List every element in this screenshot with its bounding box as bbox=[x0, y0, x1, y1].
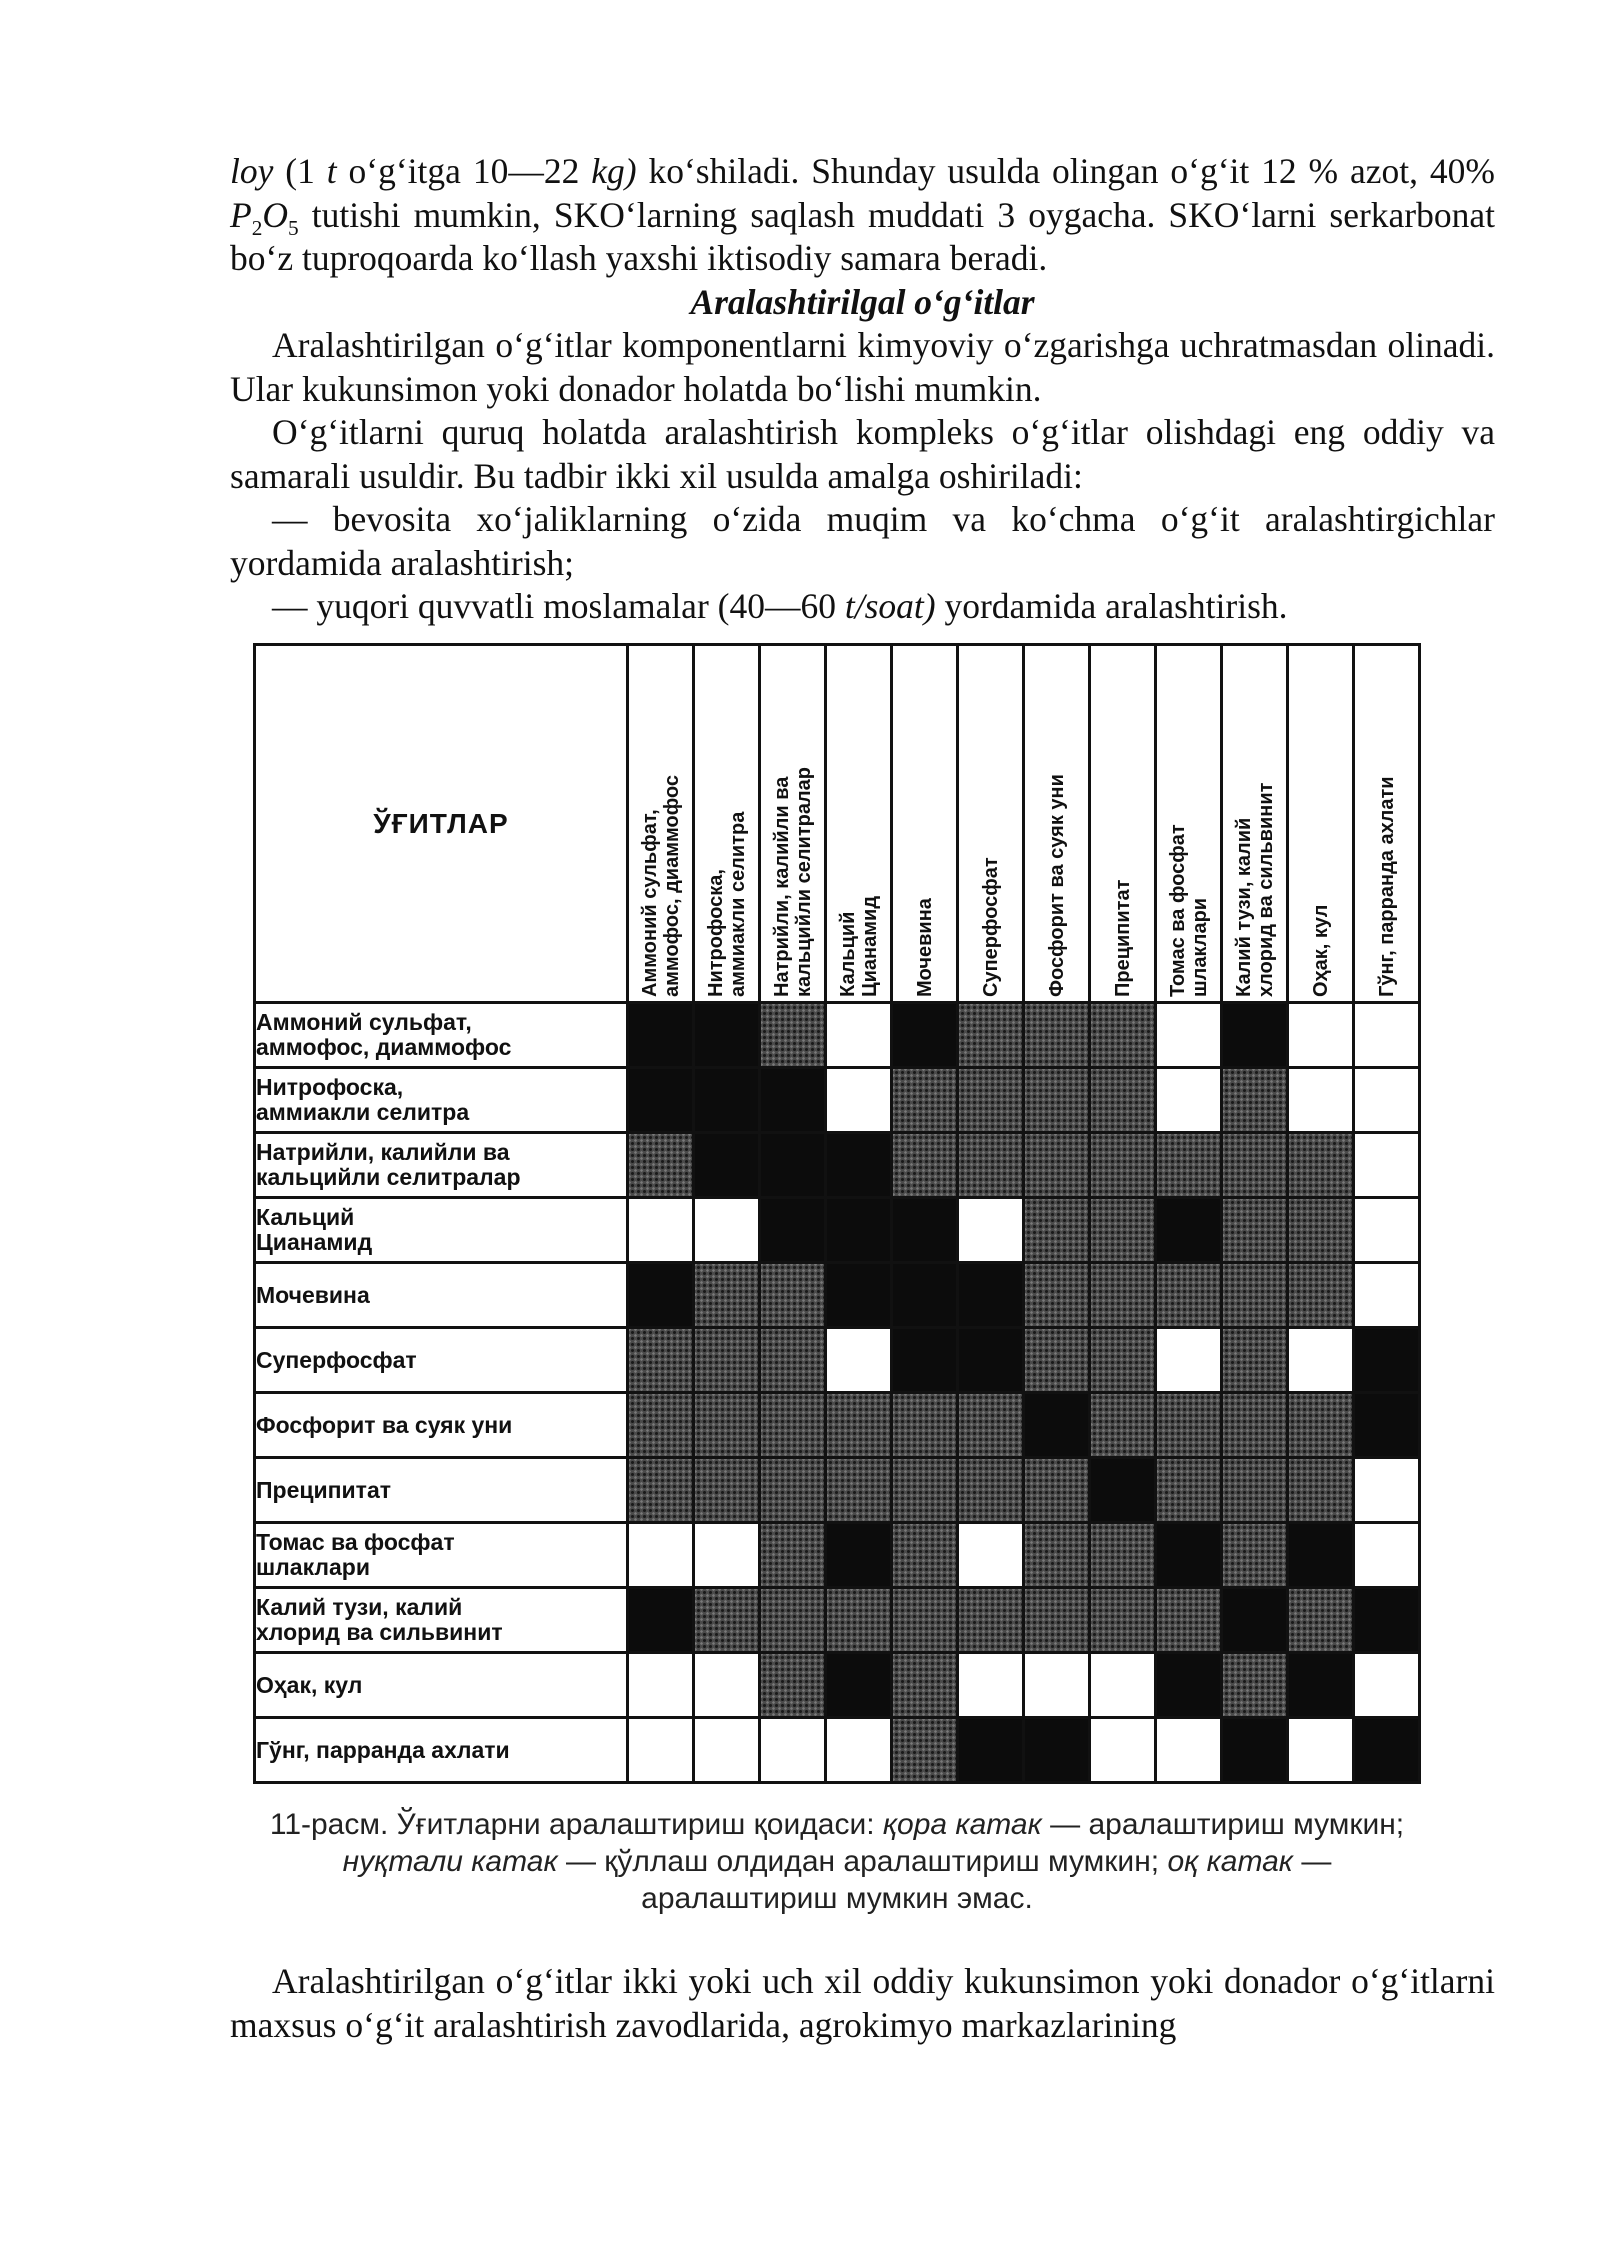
cell-white bbox=[826, 1328, 892, 1393]
cell-dotted bbox=[628, 1133, 694, 1198]
cell-black bbox=[1156, 1198, 1222, 1263]
cell-white bbox=[1090, 1718, 1156, 1783]
cell-white bbox=[694, 1523, 760, 1588]
cell-black bbox=[1222, 1003, 1288, 1068]
cell-white bbox=[826, 1068, 892, 1133]
cell-dotted bbox=[1222, 1393, 1288, 1458]
table-row bbox=[255, 1198, 1420, 1263]
p1-i: tutishi mumkin, SKO‘larning saqlash muddati 3 oygacha. SKO‘larni serkarbonat bo‘z tuproqoarda ko‘llash yaxshi iktisodiy samara beradi. bbox=[230, 194, 1495, 278]
cell-dotted bbox=[1222, 1068, 1288, 1133]
cell-dotted bbox=[1222, 1523, 1288, 1588]
caption-part: қора катак bbox=[882, 1808, 1042, 1841]
p1-g-sub: 2 bbox=[251, 215, 263, 240]
cell-white bbox=[760, 1718, 826, 1783]
column-header bbox=[958, 645, 1024, 1003]
cell-black bbox=[628, 1003, 694, 1068]
row-label: Гўнг, парранда ахлати bbox=[255, 1718, 628, 1783]
caption-part: — аралаштириш мумкин эмас. bbox=[641, 1845, 1332, 1915]
cell-dotted bbox=[760, 1393, 826, 1458]
cell-black bbox=[1288, 1653, 1354, 1718]
table-row bbox=[255, 1068, 1420, 1133]
row-label: Фосфорит ва суяк уни bbox=[255, 1393, 628, 1458]
column-header bbox=[1222, 645, 1288, 1003]
cell-black bbox=[826, 1263, 892, 1328]
cell-white bbox=[1288, 1003, 1354, 1068]
cell-black bbox=[826, 1198, 892, 1263]
p5-c: yordamida aralashtirish. bbox=[935, 586, 1288, 626]
cell-dotted bbox=[826, 1393, 892, 1458]
column-header bbox=[694, 645, 760, 1003]
cell-dotted bbox=[958, 1588, 1024, 1653]
cell-dotted bbox=[892, 1523, 958, 1588]
paragraph-1 bbox=[230, 150, 1495, 281]
column-header bbox=[1288, 645, 1354, 1003]
column-header-text: Оҳак, кул bbox=[1309, 904, 1332, 997]
cell-white bbox=[628, 1718, 694, 1783]
p1-c: t bbox=[326, 151, 337, 191]
cell-dotted bbox=[892, 1133, 958, 1198]
cell-dotted bbox=[1156, 1263, 1222, 1328]
cell-black bbox=[1222, 1718, 1288, 1783]
cell-dotted bbox=[958, 1133, 1024, 1198]
cell-black bbox=[958, 1328, 1024, 1393]
mixing-table bbox=[253, 643, 1421, 1784]
table-row bbox=[255, 1328, 1420, 1393]
cell-black bbox=[826, 1133, 892, 1198]
cell-black bbox=[892, 1003, 958, 1068]
cell-dotted bbox=[1288, 1458, 1354, 1523]
cell-white bbox=[1156, 1068, 1222, 1133]
cell-black bbox=[1156, 1653, 1222, 1718]
cell-dotted bbox=[760, 1523, 826, 1588]
table-row bbox=[255, 1718, 1420, 1783]
cell-dotted bbox=[694, 1588, 760, 1653]
column-header-text: Фосфорит ва суяк уни bbox=[1045, 774, 1068, 997]
p1-d: o‘g‘itga 10—22 bbox=[336, 151, 592, 191]
grid-body bbox=[255, 1003, 1420, 1783]
cell-dotted bbox=[760, 1328, 826, 1393]
cell-dotted bbox=[1024, 1133, 1090, 1198]
column-header-text: Кальций Цианамид bbox=[836, 895, 881, 997]
cell-white bbox=[1354, 1263, 1420, 1328]
column-header bbox=[892, 645, 958, 1003]
column-header bbox=[628, 645, 694, 1003]
cell-dotted bbox=[1024, 1588, 1090, 1653]
column-header bbox=[1024, 645, 1090, 1003]
cell-white bbox=[826, 1718, 892, 1783]
caption-part: — қўллаш олдидан аралаштириш мумкин; bbox=[557, 1845, 1168, 1878]
p5-a: — yuqori quvvatli moslamalar (40—60 bbox=[272, 586, 845, 626]
table-row bbox=[255, 1133, 1420, 1198]
table-row bbox=[255, 1653, 1420, 1718]
p1-a: loy bbox=[230, 151, 274, 191]
cell-dotted bbox=[1222, 1328, 1288, 1393]
cell-dotted bbox=[1090, 1133, 1156, 1198]
paragraph-6: Aralashtirilgan o‘g‘itlar ikki yoki uch xil oddiy kukunsimon yoki donador o‘g‘itlarni maxsus o‘g‘it aralashtirish zavodlarida, agrokimyo markazlarining bbox=[230, 1961, 1495, 2045]
cell-dotted bbox=[958, 1003, 1024, 1068]
cell-black bbox=[760, 1133, 826, 1198]
paragraph-3: O‘g‘itlarni quruq holatda aralashtirish kompleks o‘g‘itlar olishdagi eng oddiy va samarali usuldir. Bu tadbir ikki xil usulda amalga oshiriladi: bbox=[230, 412, 1495, 496]
table-row bbox=[255, 1003, 1420, 1068]
paragraph-4: — bevosita xo‘jaliklarning o‘zida muqim va ko‘chma o‘g‘it aralashtirgichlar yordamida aralashtirish; bbox=[230, 499, 1495, 583]
cell-dotted bbox=[1222, 1133, 1288, 1198]
cell-black bbox=[958, 1718, 1024, 1783]
cell-dotted bbox=[1024, 1458, 1090, 1523]
cell-dotted bbox=[892, 1393, 958, 1458]
cell-white bbox=[826, 1003, 892, 1068]
header-row bbox=[255, 645, 1420, 1003]
cell-dotted bbox=[1024, 1198, 1090, 1263]
cell-black bbox=[826, 1523, 892, 1588]
cell-black bbox=[1156, 1523, 1222, 1588]
cell-black bbox=[1090, 1458, 1156, 1523]
row-label: Мочевина bbox=[255, 1263, 628, 1328]
caption-part: — аралаштириш мумкин; bbox=[1041, 1808, 1405, 1841]
cell-dotted bbox=[1156, 1588, 1222, 1653]
corner-label: ЎҒИТЛАР bbox=[255, 645, 628, 1003]
column-header bbox=[760, 645, 826, 1003]
cell-black bbox=[760, 1068, 826, 1133]
page-body bbox=[230, 150, 1495, 629]
cell-white bbox=[628, 1653, 694, 1718]
cell-black bbox=[892, 1198, 958, 1263]
cell-white bbox=[1288, 1718, 1354, 1783]
cell-white bbox=[1354, 1653, 1420, 1718]
cell-dotted bbox=[760, 1653, 826, 1718]
cell-dotted bbox=[1090, 1003, 1156, 1068]
fertilizer-mixing-figure bbox=[253, 643, 1421, 1917]
cell-dotted bbox=[958, 1393, 1024, 1458]
cell-dotted bbox=[892, 1458, 958, 1523]
column-header-text: Нитрофоска, аммиакли селитра bbox=[704, 811, 749, 997]
column-header-text: Аммоний сульфат, аммофос, диаммофос bbox=[638, 774, 683, 997]
p1-e: kg) bbox=[591, 151, 637, 191]
caption-part: 11-расм. Ўғитларни аралаштириш қоидаси: bbox=[269, 1808, 883, 1841]
column-header-text: Мочевина bbox=[913, 898, 936, 997]
cell-white bbox=[628, 1523, 694, 1588]
cell-black bbox=[826, 1653, 892, 1718]
table-row bbox=[255, 1588, 1420, 1653]
column-header-text: Гўнг, парранда ахлати bbox=[1375, 776, 1398, 997]
cell-dotted bbox=[826, 1588, 892, 1653]
cell-black bbox=[1222, 1588, 1288, 1653]
cell-white bbox=[958, 1198, 1024, 1263]
column-header-text: Калий тузи, калий хлорид ва сильвинит bbox=[1232, 782, 1277, 997]
cell-dotted bbox=[1222, 1263, 1288, 1328]
cell-white bbox=[694, 1653, 760, 1718]
cell-black bbox=[628, 1263, 694, 1328]
cell-black bbox=[628, 1588, 694, 1653]
cell-black bbox=[1354, 1718, 1420, 1783]
cell-black bbox=[892, 1263, 958, 1328]
cell-black bbox=[1354, 1588, 1420, 1653]
cell-dotted bbox=[892, 1718, 958, 1783]
cell-white bbox=[628, 1198, 694, 1263]
column-header bbox=[1354, 645, 1420, 1003]
cell-white bbox=[1090, 1653, 1156, 1718]
cell-white bbox=[694, 1198, 760, 1263]
cell-white bbox=[1156, 1003, 1222, 1068]
cell-dotted bbox=[1024, 1328, 1090, 1393]
caption-part: оқ катак bbox=[1167, 1845, 1293, 1878]
row-label: Томас ва фосфат шлаклари bbox=[255, 1523, 628, 1588]
table-row bbox=[255, 1263, 1420, 1328]
cell-dotted bbox=[1288, 1133, 1354, 1198]
cell-dotted bbox=[1288, 1588, 1354, 1653]
cell-black bbox=[958, 1263, 1024, 1328]
table-row bbox=[255, 1523, 1420, 1588]
column-header bbox=[1156, 645, 1222, 1003]
cell-dotted bbox=[958, 1458, 1024, 1523]
cell-white bbox=[958, 1523, 1024, 1588]
cell-dotted bbox=[1156, 1393, 1222, 1458]
cell-white bbox=[694, 1718, 760, 1783]
cell-dotted bbox=[826, 1458, 892, 1523]
figure-caption bbox=[253, 1806, 1421, 1917]
cell-dotted bbox=[1288, 1198, 1354, 1263]
row-label: Суперфосфат bbox=[255, 1328, 628, 1393]
cell-dotted bbox=[958, 1068, 1024, 1133]
cell-white bbox=[1354, 1068, 1420, 1133]
cell-dotted bbox=[694, 1263, 760, 1328]
cell-dotted bbox=[892, 1588, 958, 1653]
cell-black bbox=[1024, 1718, 1090, 1783]
cell-dotted bbox=[694, 1393, 760, 1458]
cell-dotted bbox=[760, 1588, 826, 1653]
cell-black bbox=[892, 1328, 958, 1393]
column-header-text: Томас ва фосфат шлаклари bbox=[1166, 824, 1211, 997]
cell-dotted bbox=[760, 1263, 826, 1328]
cell-dotted bbox=[628, 1393, 694, 1458]
cell-black bbox=[628, 1068, 694, 1133]
cell-black bbox=[694, 1133, 760, 1198]
cell-dotted bbox=[1222, 1198, 1288, 1263]
cell-dotted bbox=[892, 1068, 958, 1133]
cell-dotted bbox=[1090, 1198, 1156, 1263]
column-header bbox=[826, 645, 892, 1003]
cell-dotted bbox=[1090, 1263, 1156, 1328]
cell-black bbox=[1354, 1393, 1420, 1458]
cell-dotted bbox=[628, 1328, 694, 1393]
cell-black bbox=[1354, 1328, 1420, 1393]
cell-dotted bbox=[628, 1458, 694, 1523]
cell-dotted bbox=[1024, 1263, 1090, 1328]
cell-dotted bbox=[1090, 1068, 1156, 1133]
cell-white bbox=[1354, 1198, 1420, 1263]
cell-dotted bbox=[1288, 1393, 1354, 1458]
paragraph-2: Aralashtirilgan o‘g‘itlar komponentlarni kimyoviy o‘zgarishga uchratmasdan olinadi. Ular kukunsimon yoki donador holatda bo‘lishi mumkin. bbox=[230, 325, 1495, 409]
cell-black bbox=[694, 1003, 760, 1068]
row-label: Кальций Цианамид bbox=[255, 1198, 628, 1263]
cell-black bbox=[1024, 1393, 1090, 1458]
p1-g: P bbox=[230, 194, 252, 235]
column-header-text: Преципитат bbox=[1111, 879, 1134, 997]
cell-dotted bbox=[1288, 1263, 1354, 1328]
cell-dotted bbox=[1222, 1458, 1288, 1523]
cell-dotted bbox=[1156, 1458, 1222, 1523]
cell-white bbox=[958, 1653, 1024, 1718]
cell-dotted bbox=[694, 1458, 760, 1523]
table-row bbox=[255, 1393, 1420, 1458]
cell-white bbox=[1156, 1328, 1222, 1393]
cell-dotted bbox=[760, 1003, 826, 1068]
cell-white bbox=[1024, 1653, 1090, 1718]
p1-h: O bbox=[262, 194, 288, 235]
cell-dotted bbox=[1090, 1393, 1156, 1458]
cell-white bbox=[1288, 1068, 1354, 1133]
cell-dotted bbox=[1090, 1328, 1156, 1393]
row-label: Натрийли, калийли ва кальцийли селитралар bbox=[255, 1133, 628, 1198]
p1-f: ko‘shiladi. Shunday usulda olingan o‘g‘it 12 % azot, 40% bbox=[636, 151, 1495, 191]
cell-dotted bbox=[1024, 1068, 1090, 1133]
row-label: Преципитат bbox=[255, 1458, 628, 1523]
p1-h-sub: 5 bbox=[287, 215, 299, 240]
cell-white bbox=[1156, 1718, 1222, 1783]
cell-black bbox=[694, 1068, 760, 1133]
cell-white bbox=[1288, 1328, 1354, 1393]
cell-dotted bbox=[892, 1653, 958, 1718]
cell-white bbox=[1354, 1133, 1420, 1198]
p5-b: t/soat) bbox=[844, 586, 936, 626]
cell-dotted bbox=[694, 1328, 760, 1393]
section-heading: Aralashtirilgal o‘g‘itlar bbox=[690, 281, 1035, 322]
cell-dotted bbox=[1222, 1653, 1288, 1718]
paragraph-5 bbox=[230, 585, 1495, 629]
row-label: Аммоний сульфат, аммофос, диаммофос bbox=[255, 1003, 628, 1068]
table-row bbox=[255, 1458, 1420, 1523]
column-header-text: Суперфосфат bbox=[979, 857, 1002, 997]
cell-dotted bbox=[1156, 1133, 1222, 1198]
p1-b: (1 bbox=[273, 151, 327, 191]
cell-dotted bbox=[760, 1458, 826, 1523]
cell-white bbox=[1354, 1003, 1420, 1068]
cell-black bbox=[1288, 1523, 1354, 1588]
row-label: Калий тузи, калий хлорид ва сильвинит bbox=[255, 1588, 628, 1653]
cell-white bbox=[1354, 1458, 1420, 1523]
cell-dotted bbox=[1024, 1523, 1090, 1588]
cell-black bbox=[760, 1198, 826, 1263]
column-header bbox=[1090, 645, 1156, 1003]
cell-dotted bbox=[1090, 1523, 1156, 1588]
row-label: Оҳак, кул bbox=[255, 1653, 628, 1718]
caption-part: нуқтали катак bbox=[342, 1845, 558, 1878]
cell-dotted bbox=[1024, 1003, 1090, 1068]
page-body-continued bbox=[230, 1960, 1495, 2047]
cell-dotted bbox=[1090, 1588, 1156, 1653]
row-label: Нитрофоска, аммиакли селитра bbox=[255, 1068, 628, 1133]
cell-white bbox=[1354, 1523, 1420, 1588]
column-header-text: Натрийли, калийли ва кальцийли селитралар bbox=[770, 767, 815, 997]
